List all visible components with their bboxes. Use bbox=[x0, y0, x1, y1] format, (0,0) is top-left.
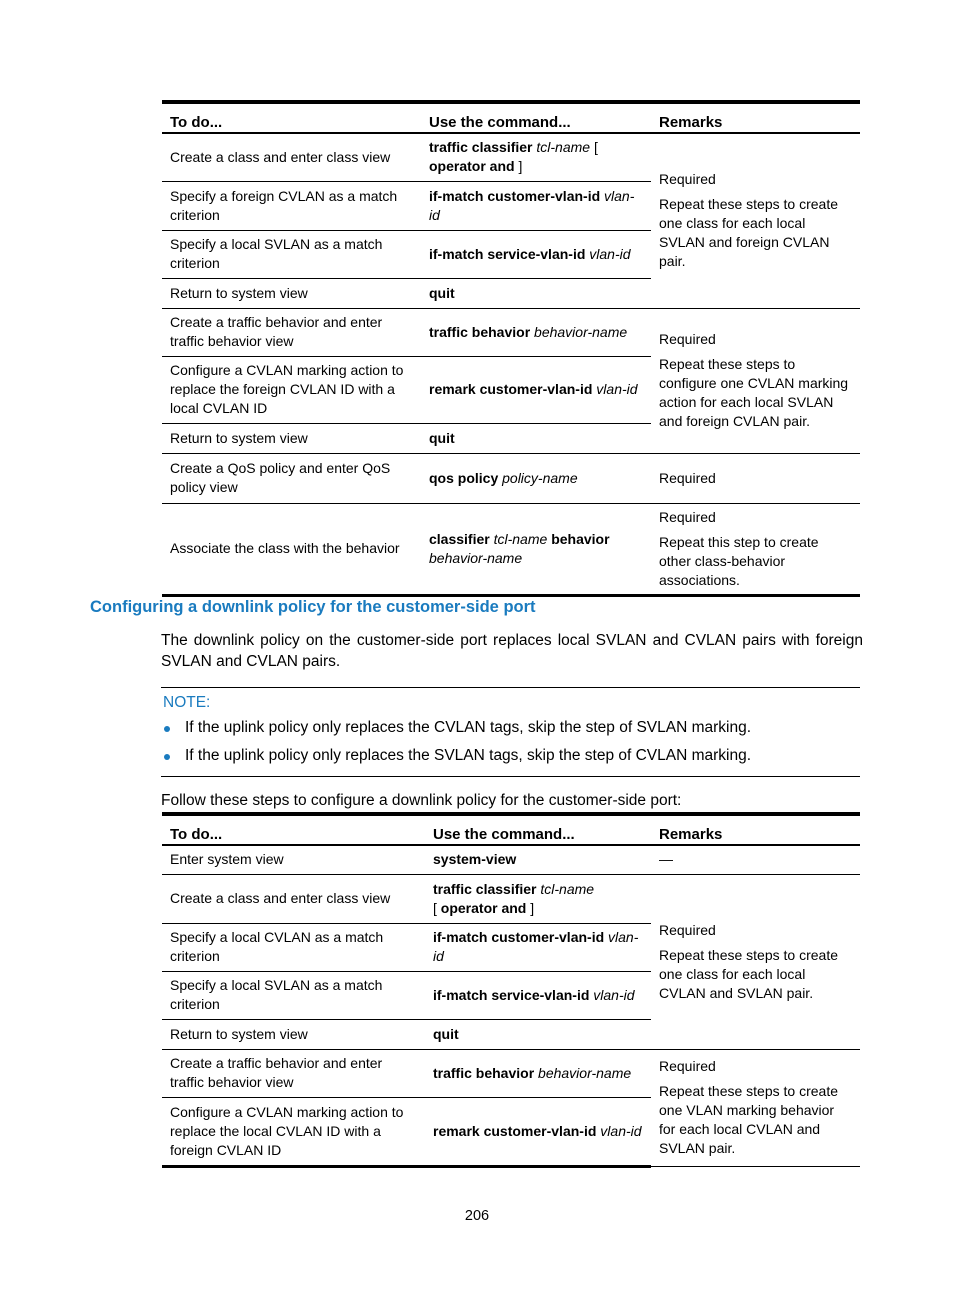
todo-cell: Return to system view bbox=[162, 1019, 425, 1049]
header-todo: To do... bbox=[162, 102, 421, 133]
command-table-downlink bbox=[162, 812, 860, 1168]
table-row bbox=[162, 503, 860, 595]
todo-cell: Specify a local CVLAN as a match criterion bbox=[162, 923, 425, 971]
remarks-cell: Required Repeat these steps to create one VLAN marking behavior for each local CVLAN and SVLAN pair. bbox=[651, 1049, 860, 1166]
todo-cell: Create a class and enter class view bbox=[162, 874, 425, 923]
note-box bbox=[161, 687, 860, 777]
table-row bbox=[162, 308, 860, 356]
header-command: Use the command... bbox=[421, 102, 651, 133]
todo-cell: Configure a CVLAN marking action to replace the foreign CVLAN ID with a local CVLAN ID bbox=[162, 356, 421, 423]
intro-paragraph: The downlink policy on the customer-side port replaces local SVLAN and CVLAN pairs with foreign SVLAN and CVLAN pairs. bbox=[161, 632, 863, 670]
todo-cell: Return to system view bbox=[162, 423, 421, 453]
todo-cell: Create a traffic behavior and enter traffic behavior view bbox=[162, 308, 421, 356]
header-todo: To do... bbox=[162, 814, 425, 845]
remarks-cell: Required Repeat these steps to create one class for each local SVLAN and foreign CVLAN pair. bbox=[651, 133, 860, 308]
command-cell: if-match service-vlan-id vlan-id bbox=[421, 230, 651, 278]
command-cell: traffic behavior behavior-name bbox=[421, 308, 651, 356]
todo-cell: Specify a foreign CVLAN as a match criterion bbox=[162, 181, 421, 230]
command-cell: traffic behavior behavior-name bbox=[425, 1049, 651, 1097]
table-row bbox=[162, 874, 860, 923]
note-label: NOTE: bbox=[163, 694, 211, 711]
todo-cell: Create a traffic behavior and enter traffic behavior view bbox=[162, 1049, 425, 1097]
table-row bbox=[162, 1049, 860, 1097]
table-row bbox=[162, 453, 860, 503]
note-item: If the uplink policy only replaces the CVLAN tags, skip the step of SVLAN marking. bbox=[161, 718, 860, 738]
command-cell: remark customer-vlan-id vlan-id bbox=[425, 1097, 651, 1166]
command-cell: qos policy policy-name bbox=[421, 453, 651, 503]
command-cell: quit bbox=[421, 278, 651, 308]
todo-cell: Associate the class with the behavior bbox=[162, 503, 421, 595]
section-heading: Configuring a downlink policy for the customer-side port bbox=[90, 598, 536, 616]
table-row bbox=[162, 133, 860, 181]
table-row bbox=[162, 845, 860, 874]
todo-cell: Specify a local SVLAN as a match criterion bbox=[162, 230, 421, 278]
todo-cell: Configure a CVLAN marking action to replace the local CVLAN ID with a foreign CVLAN ID bbox=[162, 1097, 425, 1166]
bullet-icon bbox=[164, 726, 170, 732]
bullet-icon bbox=[164, 754, 170, 760]
follow-paragraph: Follow these steps to configure a downlink policy for the customer-side port: bbox=[161, 792, 682, 809]
remarks-cell: Required Repeat this step to create other class-behavior associations. bbox=[651, 503, 860, 595]
command-cell: remark customer-vlan-id vlan-id bbox=[421, 356, 651, 423]
command-cell: if-match customer-vlan-id vlan-id bbox=[421, 181, 651, 230]
command-cell: system-view bbox=[425, 845, 651, 874]
note-item: If the uplink policy only replaces the SVLAN tags, skip the step of CVLAN marking. bbox=[161, 746, 860, 766]
header-remarks: Remarks bbox=[651, 102, 860, 133]
todo-cell: Return to system view bbox=[162, 278, 421, 308]
command-cell: classifier tcl-name behavior behavior-name bbox=[421, 503, 651, 595]
remarks-cell: Required Repeat these steps to configure one CVLAN marking action for each local SVLAN and foreign CVLAN pair. bbox=[651, 308, 860, 453]
note-list bbox=[161, 718, 860, 766]
header-remarks: Remarks bbox=[651, 814, 860, 845]
command-cell: traffic classifier tcl-name [ operator and ] bbox=[425, 874, 651, 923]
remarks-cell: Required Repeat these steps to create one class for each local CVLAN and SVLAN pair. bbox=[651, 874, 860, 1049]
command-table-uplink bbox=[162, 100, 860, 597]
remarks-cell: — bbox=[651, 845, 860, 874]
page-number: 206 bbox=[464, 1208, 490, 1224]
command-cell: quit bbox=[425, 1019, 651, 1049]
todo-cell: Enter system view bbox=[162, 845, 425, 874]
command-cell: quit bbox=[421, 423, 651, 453]
command-cell: if-match service-vlan-id vlan-id bbox=[425, 971, 651, 1019]
todo-cell: Create a class and enter class view bbox=[162, 133, 421, 181]
command-cell: traffic classifier tcl-name [ operator and ] bbox=[421, 133, 651, 181]
command-cell: if-match customer-vlan-id vlan-id bbox=[425, 923, 651, 971]
remarks-cell: Required bbox=[651, 453, 860, 503]
todo-cell: Specify a local SVLAN as a match criterion bbox=[162, 971, 425, 1019]
header-command: Use the command... bbox=[425, 814, 651, 845]
todo-cell: Create a QoS policy and enter QoS policy view bbox=[162, 453, 421, 503]
